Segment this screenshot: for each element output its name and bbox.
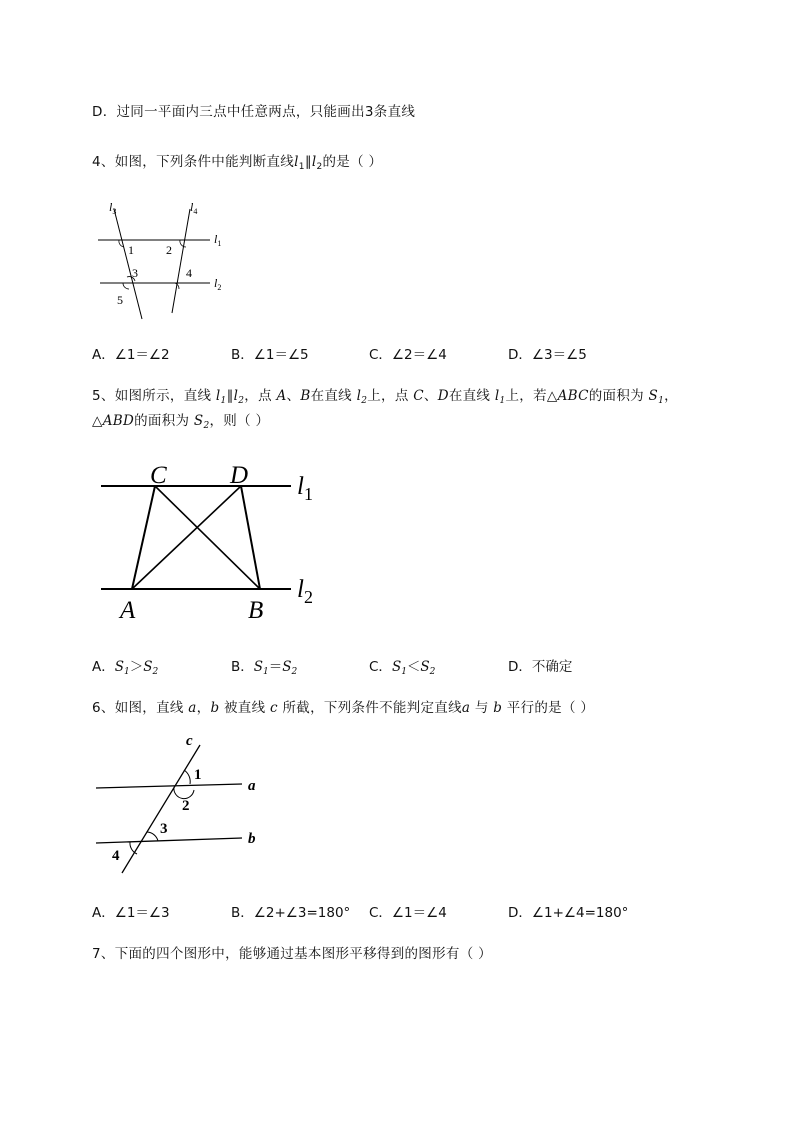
q4-line-l4-shape xyxy=(172,209,190,313)
q5-label-c: C xyxy=(150,462,167,489)
q5-text: 5、如图所示，直线 xyxy=(92,388,216,404)
q5-parallel: ∥ xyxy=(226,388,234,404)
q5-sub: 1 xyxy=(499,396,506,406)
q6-var-a: a xyxy=(461,700,471,716)
q5-l: l xyxy=(233,388,239,404)
q6-var-a: a xyxy=(188,700,197,716)
question-7-stem: 7、下面的四个图形中，能够通过基本图形平移得到的图形有（ ） xyxy=(92,946,492,962)
q5-s: S xyxy=(648,388,659,404)
q5-label-d: D xyxy=(230,462,249,489)
q5-s: S xyxy=(193,413,204,429)
q4-line-l2-sub: 2 xyxy=(316,162,323,172)
q4-option-d: D．∠3＝∠5 xyxy=(508,347,587,363)
q6-text: 与 xyxy=(470,700,494,716)
q6-angle-3-arc xyxy=(147,832,158,841)
q4-line-l1-sub: 1 xyxy=(298,162,305,172)
q6-text: 平行的是（ ） xyxy=(502,700,595,716)
q4-angle-5-arc xyxy=(123,283,129,289)
q5-text: 上，点 xyxy=(367,388,414,404)
q4-angle-3-label: 3 xyxy=(132,266,138,280)
q5-segment-ac xyxy=(132,486,155,589)
q6-option-d: D．∠1+∠4=180° xyxy=(508,905,629,921)
q6-figure xyxy=(90,730,280,880)
q5-option-b: B．$S_1=S_2$ xyxy=(231,659,298,677)
q6-angle-2-label: 2 xyxy=(182,798,190,814)
q6-angle-3-label: 3 xyxy=(160,821,168,837)
q4-line-l2: l xyxy=(311,154,317,170)
q6-angle-1-label: 1 xyxy=(194,767,202,783)
q5-text: ， xyxy=(664,388,678,404)
question-5-stem-line-1 xyxy=(92,384,678,406)
q6-label-a: a xyxy=(248,778,256,794)
q6-text: ， xyxy=(196,700,211,716)
q5-label-b: B xyxy=(248,597,264,624)
q5-point: D xyxy=(437,388,449,404)
q6-var-b: b xyxy=(493,700,503,716)
q5-text: ，则（ ） xyxy=(209,413,270,429)
q6-label-b: b xyxy=(248,831,256,847)
q5-l: l xyxy=(356,388,362,404)
q5-l: l xyxy=(215,388,221,404)
q5-l: l xyxy=(494,388,500,404)
q4-label-l4: $l_4$ xyxy=(190,200,198,216)
q5-segment-ad xyxy=(132,486,241,589)
q5-text: 、 xyxy=(423,388,438,404)
q4-option-b: B．∠1＝∠5 xyxy=(231,347,309,363)
q4-prefix: 4、如图，下列条件中能判断直线 xyxy=(92,154,295,170)
q6-angle-4-label: 4 xyxy=(112,848,120,864)
q4-angle-5-label: 5 xyxy=(117,293,123,307)
q4-angle-4-label: 4 xyxy=(186,266,192,280)
q6-text: 被直线 xyxy=(219,700,270,716)
q5-point: B xyxy=(300,388,311,404)
question-3-option-d: D．过同一平面内三点中任意两点，只能画出3条直线 xyxy=(92,104,416,120)
q6-line-b-shape xyxy=(96,838,242,843)
q4-option-a: A．∠1＝∠2 xyxy=(92,347,170,363)
q4-option-c: C．∠2＝∠4 xyxy=(369,347,447,363)
q4-angle-2-label: 2 xyxy=(166,243,172,257)
q5-option-d: D．不确定 xyxy=(508,659,573,675)
q6-angle-2-arc xyxy=(174,787,194,799)
q6-option-a: A．∠1＝∠3 xyxy=(92,905,170,921)
q5-triangle: ABC xyxy=(557,388,589,404)
q6-angle-4-arc xyxy=(130,842,137,854)
q4-label-l2: $l_2$ xyxy=(214,276,222,292)
question-5-stem-line-2 xyxy=(92,409,269,431)
q5-sub: 2 xyxy=(361,396,368,406)
q5-text: 的面积为 xyxy=(134,413,194,429)
q4-label-l1: $l_1$ xyxy=(214,232,222,248)
q6-var-b: b xyxy=(210,700,220,716)
q4-angle-2-arc xyxy=(180,240,186,247)
q6-angle-1-arc xyxy=(184,770,190,784)
q5-text: 、 xyxy=(286,388,301,404)
q5-text: 在直线 xyxy=(310,388,357,404)
question-4-stem xyxy=(92,150,382,172)
q5-text: ，点 xyxy=(244,388,277,404)
q5-text: 上，若△ xyxy=(505,388,558,404)
q6-line-a-shape xyxy=(96,784,242,788)
q5-sub: 1 xyxy=(658,396,665,406)
q5-text: 的面积为 xyxy=(588,388,649,404)
q4-line-l1: l xyxy=(294,154,299,170)
q5-sub: 1 xyxy=(220,396,227,406)
q5-sub: 2 xyxy=(203,421,210,431)
q4-label-l3: $l_3$ xyxy=(109,200,117,216)
q5-text: 在直线 xyxy=(448,388,495,404)
q5-point: A xyxy=(276,388,287,404)
q5-label-l1: $l_1$ xyxy=(297,473,313,504)
q5-sub: 2 xyxy=(238,396,245,406)
q6-label-c: c xyxy=(186,733,193,749)
q5-point: C xyxy=(413,388,424,404)
q5-figure xyxy=(95,455,335,625)
q4-figure xyxy=(90,195,240,325)
q5-text: △ xyxy=(92,413,103,429)
q5-triangle: ABD xyxy=(102,413,135,429)
q5-label-a: A xyxy=(120,597,136,624)
q5-option-c: C．$S_1<S_2$ xyxy=(369,659,436,677)
q5-option-a: A．$S_1>S_2$ xyxy=(92,659,159,677)
q6-text: 6、如图，直线 xyxy=(92,700,189,716)
q6-text: 所截，下列条件不能判定直线 xyxy=(277,700,462,716)
q4-parallel: ∥ xyxy=(304,154,312,170)
q6-option-c: C．∠1＝∠4 xyxy=(369,905,447,921)
q4-suffix: 的是（ ） xyxy=(322,154,383,170)
q4-angle-1-label: 1 xyxy=(128,243,134,257)
q5-label-l2: $l_2$ xyxy=(297,576,313,607)
q6-option-b: B．∠2+∠3=180° xyxy=(231,905,351,921)
question-6-stem xyxy=(92,696,594,716)
q6-var-c: c xyxy=(270,700,278,716)
